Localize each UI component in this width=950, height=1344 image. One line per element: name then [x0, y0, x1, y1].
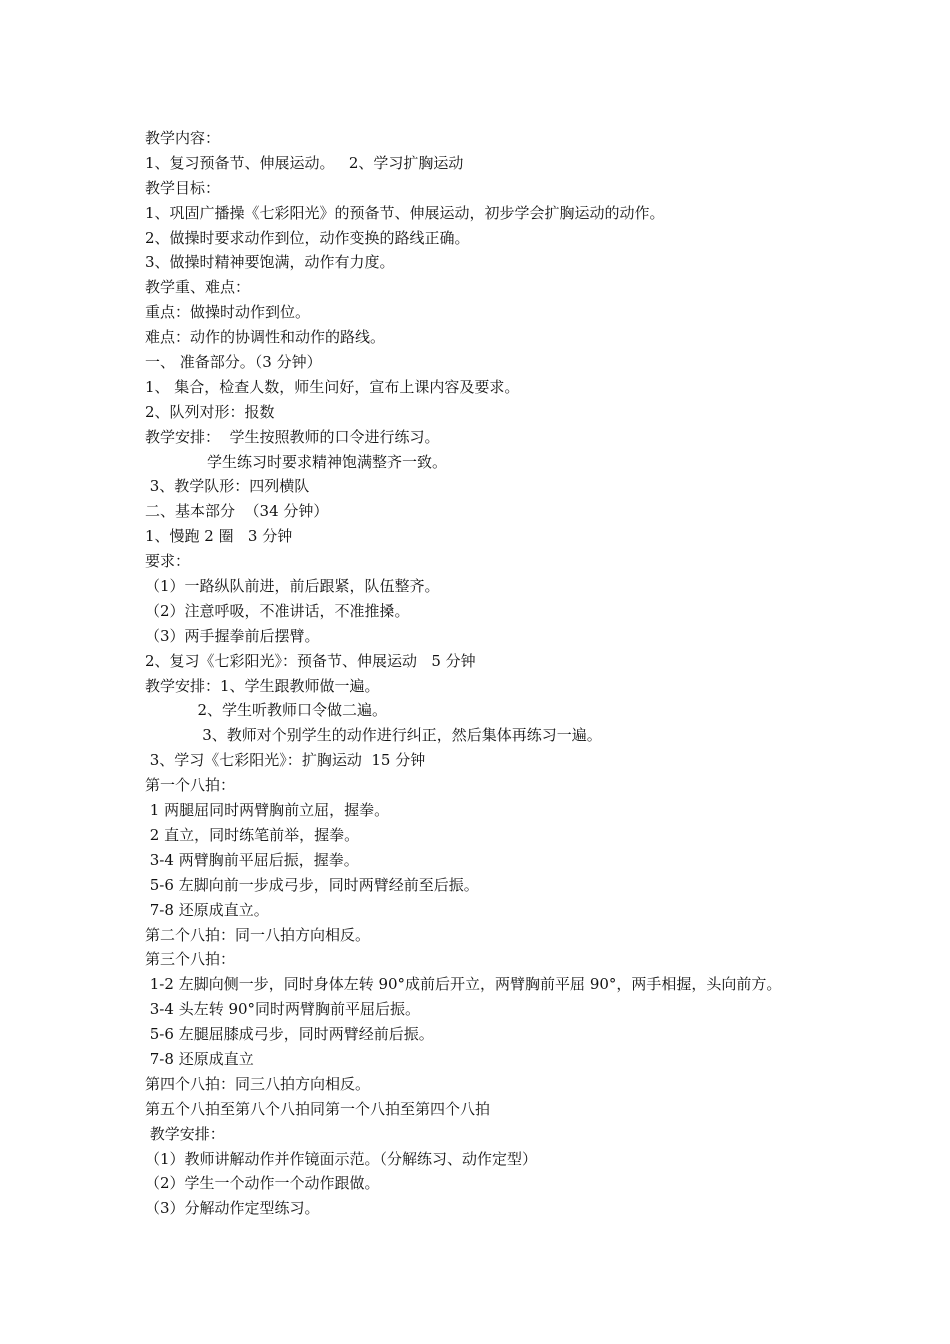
text-line: 1、复习预备节、伸展运动。 2、学习扩胸运动 [145, 153, 464, 172]
text-line: 2、复习《七彩阳光》：预备节、伸展运动 5 分钟 [145, 651, 476, 670]
heading-key-points: 教学重、难点： [145, 278, 251, 297]
text-line: 2、做操时要求动作到位，动作变换的路线正确。 [145, 228, 470, 247]
document-body [145, 126, 935, 1221]
section-heading: 二、基本部分 （34 分钟） [145, 502, 329, 521]
text-line: 第二个八拍：同一八拍方向相反。 [145, 925, 371, 944]
text-line: 第三个八拍： [145, 950, 236, 969]
text-line: 教学安排： 学生按照教师的口令进行练习。 [145, 427, 440, 446]
heading-teaching-content: 教学内容： [145, 129, 221, 147]
text-line: 2、队列对形：报数 [145, 402, 275, 421]
list-item: （2）注意呼吸，不准讲话，不准推搡。 [145, 601, 410, 620]
list-item: 7-8 还原成直立。 [145, 900, 269, 919]
section-heading: 一、 准备部分。（3 分钟） [145, 353, 322, 372]
heading-teaching-goals: 教学目标： [145, 178, 221, 197]
list-item: （3）两手握拳前后摆臂。 [145, 626, 320, 645]
list-item: 1 两腿屈同时两臂胸前立屈，握拳。 [145, 801, 390, 820]
text-line: 3、教师对个别学生的动作进行纠正，然后集体再练习一遍。 [145, 726, 602, 745]
list-item: 1-2 左脚向侧一步，同时身体左转 90°成前后开立，两臂胸前平屈 90°，两手相握，头向前方。 [145, 975, 782, 994]
text-line: 第一个八拍： [145, 776, 236, 795]
text-line: 第五个八拍至第八个八拍同第一个八拍至第四个八拍 [145, 1099, 491, 1118]
list-item: 5-6 左脚向前一步成弓步，同时两臂经前至后振。 [145, 875, 479, 894]
text-line: 教学安排： [145, 1124, 225, 1143]
list-item: 3-4 两臂胸前平屈后振，握拳。 [145, 850, 359, 869]
text-line: 重点：做操时动作到位。 [145, 303, 311, 322]
list-item: 5-6 左腿屈膝成弓步，同时两臂经前后振。 [145, 1025, 434, 1044]
list-item: （1）教师讲解动作并作镜面示范。（分解练习、动作定型） [145, 1149, 538, 1168]
text-line: 2、学生听教师口令做二遍。 [145, 701, 387, 720]
text-line: 1、慢跑 2 圈 3 分钟 [145, 527, 293, 546]
text-line: 3、做操时精神要饱满，动作有力度。 [145, 253, 395, 272]
list-item: 7-8 还原成直立 [145, 1049, 254, 1068]
list-item: （1）一路纵队前进，前后跟紧，队伍整齐。 [145, 577, 440, 596]
text-line: 3、学习《七彩阳光》：扩胸运动 15 分钟 [145, 751, 426, 770]
list-item: 2 直立，同时练笔前举，握拳。 [145, 825, 360, 844]
text-line: 教学安排：1、学生跟教师做一遍。 [145, 676, 380, 695]
text-line: 3、教学队形：四列横队 [145, 477, 310, 496]
text-line: 要求： [145, 552, 191, 571]
text-line: 1、 集合，检查人数，师生问好，宣布上课内容及要求。 [145, 377, 520, 396]
list-item: （3）分解动作定型练习。 [145, 1199, 320, 1218]
text-line: 第四个八拍：同三八拍方向相反。 [145, 1074, 371, 1093]
list-item: 3-4 头左转 90°同时两臂胸前平屈后振。 [145, 1000, 421, 1019]
text-line: 1、巩固广播操《七彩阳光》的预备节、伸展运动，初步学会扩胸运动的动作。 [145, 203, 665, 222]
text-line: 难点：动作的协调性和动作的路线。 [145, 328, 386, 347]
list-item: （2）学生一个动作一个动作跟做。 [145, 1174, 380, 1193]
text-line: 学生练习时要求精神饱满整齐一致。 [145, 452, 447, 471]
